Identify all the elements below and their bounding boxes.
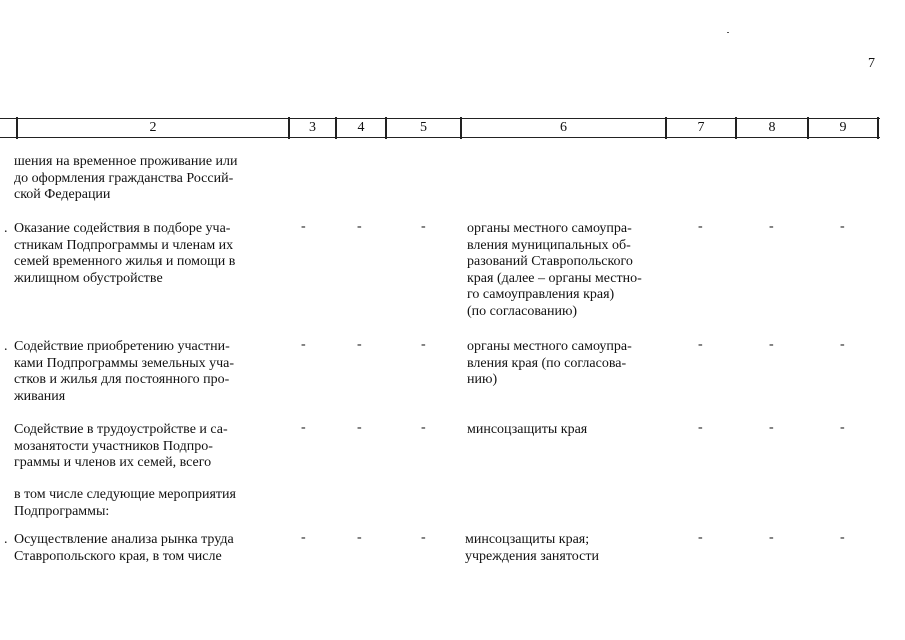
text-line: ками Подпрограммы земельных уча- [14,355,235,371]
column-header-2: 2 [149,120,157,135]
column-header-5: 5 [420,120,427,135]
cell-col-3: - [301,420,306,435]
text-line: стков и жилья для постоянного про- [14,372,230,388]
table-row-description [14,532,279,565]
cell-col-8: - [769,530,774,545]
cell-col-7: - [698,337,703,352]
scan-speck [727,32,729,33]
column-header-3: 3 [309,120,316,135]
cell-col-4: - [357,420,362,435]
text-line: разований Ставропольского [467,254,633,270]
cell-col-5: - [421,530,426,545]
text-line: минсоцзащиты края; [465,532,590,547]
cell-col-4: - [357,219,362,234]
column-header-8: 8 [768,120,776,135]
text-line: Подпрограммы: [14,503,110,519]
cell-col-5: - [421,337,426,352]
cell-col-3: - [301,219,306,234]
cell-col-4: - [357,337,362,352]
text-line: го самоуправления края) [467,287,615,303]
column-header-9: 9 [839,120,847,135]
text-line: в том числе следующие мероприятия [14,487,236,502]
text-line: мозанятости участников Подпро- [14,438,213,454]
column-divider [877,117,879,139]
cell-col-3: - [301,530,306,545]
text-line: вления муниципальных об- [467,237,631,253]
row-marker: . [4,221,8,236]
text-line: края (далее – органы местно- [467,270,642,286]
row-marker: . [4,532,8,547]
text-line: минсоцзащиты края [467,422,588,437]
text-line: органы местного самоупра- [467,339,632,354]
table-row-responsible [467,339,667,389]
row-marker: . [4,339,8,354]
cell-col-8: - [769,420,774,435]
text-line: граммы и членов их семей, всего [14,455,212,471]
text-line: (по согласованию) [467,303,578,319]
cell-col-7: - [698,530,703,545]
column-header-6: 6 [560,120,567,135]
cell-col-5: - [421,420,426,435]
column-header-row [0,118,880,138]
page-number: 7 [868,56,875,71]
cell-col-9: - [840,530,845,545]
table-row-description [14,487,279,520]
table-row-description [14,422,279,472]
text-line: шения на временное проживание или [14,154,238,169]
text-line: Содействие в трудоустройстве и са- [14,422,228,437]
text-line: нию) [467,372,498,388]
cell-col-5: - [421,219,426,234]
table-row-responsible [467,422,667,439]
text-line: Ставропольского края, в том числе [14,548,222,564]
cell-col-9: - [840,219,845,234]
text-line: Осуществление анализа рынка труда [14,532,234,547]
cell-col-7: - [698,420,703,435]
text-line: до оформления гражданства Россий- [14,170,234,186]
table-row-description [14,221,279,287]
cell-col-4: - [357,530,362,545]
text-line: учреждения занятости [465,548,599,564]
column-header-4: 4 [357,120,365,135]
text-line: семей временного жилья и помощи в [14,254,236,270]
text-line: Оказание содействия в подборе уча- [14,221,231,236]
cell-col-8: - [769,219,774,234]
table-row-responsible [465,532,665,565]
text-line: ской Федерации [14,187,111,203]
cell-col-8: - [769,337,774,352]
text-line: вления края (по согласова- [467,355,627,371]
cell-col-3: - [301,337,306,352]
table-row-description [14,154,279,204]
table-row-responsible [467,221,667,321]
text-line: Содействие приобретению участни- [14,339,230,354]
cell-col-7: - [698,219,703,234]
text-line: органы местного самоупра- [467,221,632,236]
column-header-7: 7 [697,120,705,135]
text-line: стникам Подпрограммы и членам их [14,237,234,253]
text-line: живания [14,388,66,404]
cell-col-9: - [840,337,845,352]
cell-col-9: - [840,420,845,435]
text-line: жилищном обустройстве [14,270,163,286]
table-row-description [14,339,279,405]
